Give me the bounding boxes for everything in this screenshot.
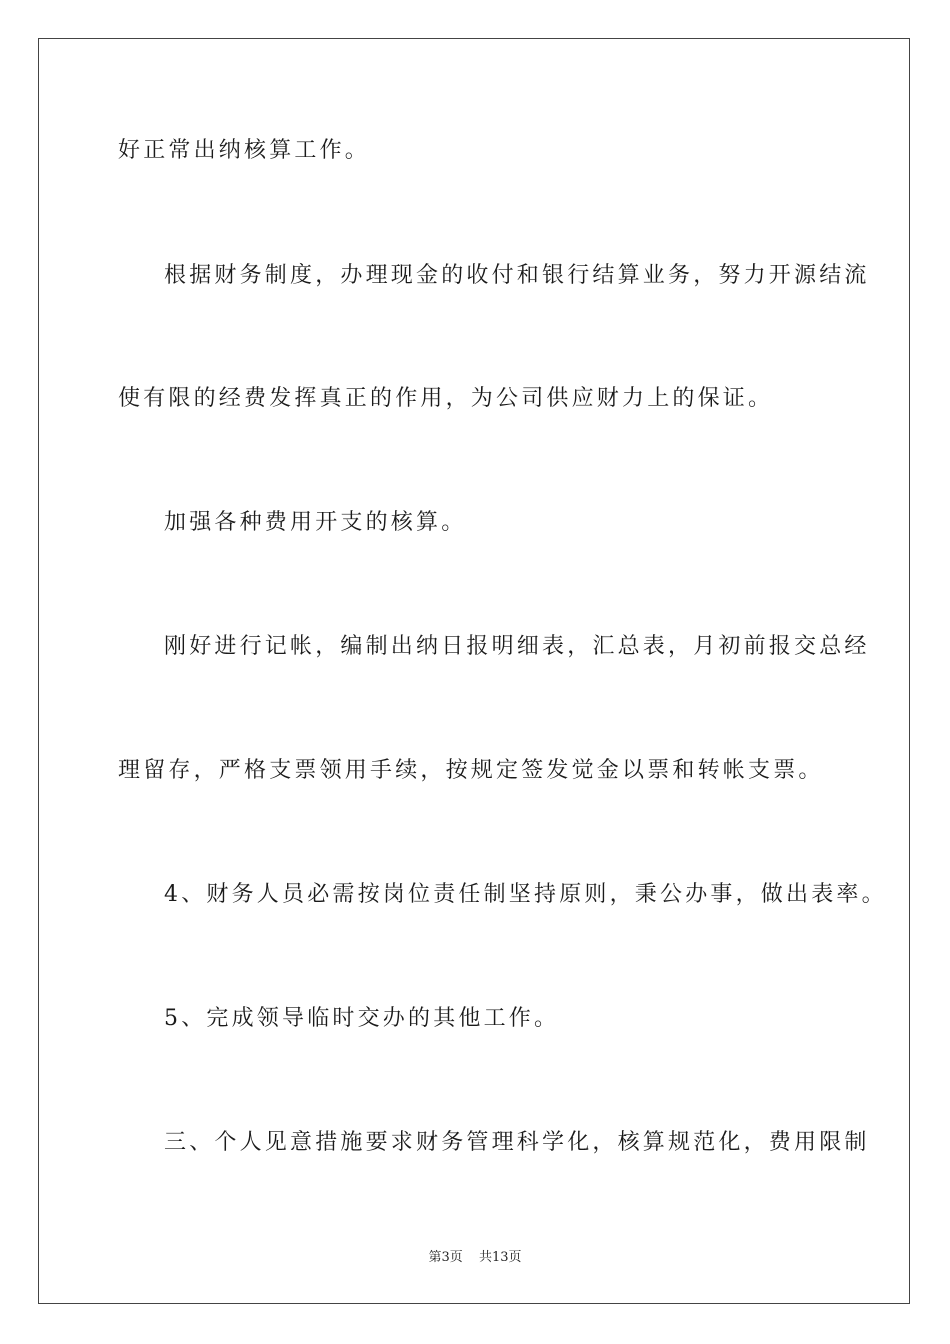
paragraph-line: 三、个人见意措施要求财务管理科学化，核算规范化，费用限制: [164, 1130, 870, 1155]
paragraph-line: 5、完成领导临时交办的其他工作。: [164, 1006, 560, 1031]
paragraph-line: 使有限的经费发挥真正的作用，为公司供应财力上的保证。: [118, 386, 774, 411]
page-border: [38, 38, 910, 1304]
paragraph-line: 根据财务制度，办理现金的收付和银行结算业务，努力开源结流: [164, 263, 870, 288]
page-footer: [0, 1246, 950, 1265]
paragraph-line: 4、财务人员必需按岗位责任制坚持原则，秉公办事，做出表率。: [164, 882, 887, 907]
page-number: 第3页: [428, 1250, 463, 1265]
paragraph-line: 理留存，严格支票领用手续，按规定签发觉金以票和转帐支票。: [118, 758, 824, 783]
paragraph-line: 好正常出纳核算工作。: [118, 138, 371, 163]
paragraph-line: 刚好进行记帐，编制出纳日报明细表，汇总表，月初前报交总经: [164, 634, 870, 659]
page-total: 共13页: [478, 1250, 522, 1265]
paragraph-line: 加强各种费用开支的核算。: [164, 510, 467, 535]
